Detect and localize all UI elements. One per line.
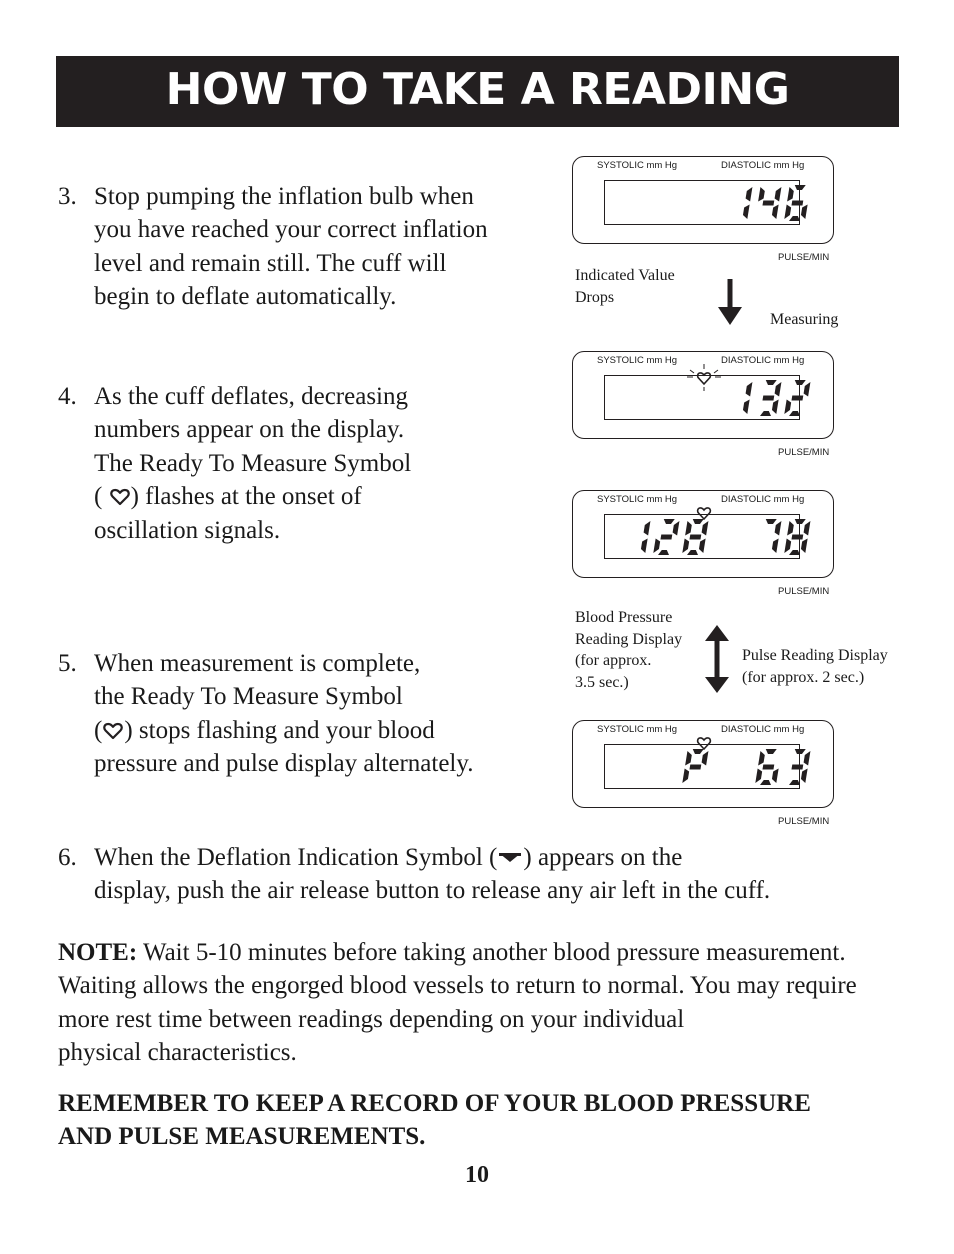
lcd-segment	[789, 411, 800, 416]
lcd-segment	[801, 539, 808, 554]
step-4	[58, 380, 538, 550]
caption-line: Reading Display	[575, 630, 683, 648]
step-number: 6.	[58, 844, 77, 871]
step-text-line: Stop pumping the inflation bulb when	[94, 183, 474, 210]
step-text-line: display, push the air release button to release any air left in the cuff.	[94, 877, 771, 905]
lcd-segment	[644, 521, 651, 536]
heart-icon	[110, 488, 130, 506]
caption-line: Pulse Reading Display	[742, 647, 888, 664]
pulse-label: PULSE/MIN	[778, 586, 830, 597]
caption-line: Blood Pressure	[575, 609, 673, 626]
seg-right	[725, 747, 813, 787]
lcd-display-2	[572, 351, 834, 439]
lcd-segment	[743, 205, 750, 220]
lcd-segment	[760, 411, 771, 416]
symbol-text: ) stops flashing and your blood	[124, 716, 435, 744]
note-line: physical characteristics.	[58, 1039, 297, 1067]
symbol-text: ) flashes at the onset of	[130, 483, 362, 511]
caption-line: Indicated Value	[575, 267, 675, 284]
heart-shape	[698, 738, 711, 749]
step-text-line: you have reached your correct inflation	[94, 216, 488, 244]
step-text-line: level and remain still. The cuff will	[94, 249, 447, 277]
heart-icon	[685, 503, 723, 533]
paren-open: (	[94, 716, 103, 744]
lcd-segment	[682, 539, 689, 554]
lcd-segment	[699, 539, 706, 554]
note-line	[58, 936, 857, 969]
step-number: 5.	[58, 650, 77, 677]
lcd-segment	[758, 751, 765, 766]
lcd-segment	[787, 521, 794, 536]
step-text-line: As the cuff deflates, decreasing	[94, 383, 408, 410]
lcd-segment	[804, 382, 811, 397]
title-banner	[56, 56, 899, 127]
lcd-segment	[689, 765, 701, 770]
lcd-segment	[755, 769, 762, 784]
lcd-segment	[766, 519, 777, 524]
lcd-segment	[746, 187, 753, 202]
lcd-segment	[682, 769, 689, 784]
note-line: Waiting allows the engorged blood vessels to return to normal. You may require	[58, 972, 857, 1000]
lcd-segment	[784, 205, 791, 220]
lcd-segment	[772, 205, 779, 220]
lcd-segment	[801, 205, 808, 220]
lcd-segment	[762, 396, 774, 401]
lcd-segment	[784, 400, 791, 415]
heart-icon	[685, 364, 723, 394]
lcd-segment	[743, 400, 750, 415]
step-text-line	[94, 714, 474, 747]
lcd-segment	[791, 535, 803, 540]
diastolic-label: DIASTOLIC mm Hg	[721, 160, 805, 171]
note-label: NOTE:	[58, 939, 138, 966]
step-text-line	[94, 841, 770, 874]
lcd-segment	[787, 187, 794, 202]
diastolic-label: DIASTOLIC mm Hg	[721, 724, 805, 735]
lcd-segment	[766, 380, 777, 385]
step-text-line: begin to deflate automatically.	[94, 283, 397, 311]
step-number: 4.	[58, 383, 77, 410]
caption-bp-reading	[575, 607, 682, 693]
step-number: 3.	[58, 183, 77, 210]
lcd-display-1	[572, 156, 834, 244]
lcd-segment	[673, 521, 680, 536]
lcd-segment	[760, 780, 771, 785]
step-text: When the Deflation Indication Symbol (	[94, 844, 498, 871]
step-text-line: oscillation signals.	[94, 516, 281, 544]
lcd-segment	[791, 765, 803, 770]
seg-right	[725, 517, 813, 557]
seg-right	[725, 378, 813, 418]
lcd-segment	[772, 539, 779, 554]
note-line: more rest time between readings depending on your individual	[58, 1005, 685, 1033]
lcd-segment	[791, 396, 803, 401]
lcd-segment	[795, 749, 806, 754]
step-text-line: The Ready To Measure Symbol	[94, 449, 412, 477]
lcd-display-4	[572, 720, 834, 808]
diastolic-label: DIASTOLIC mm Hg	[721, 494, 805, 505]
seg-right	[725, 183, 813, 223]
lcd-segment	[653, 539, 660, 554]
lcd-segment	[758, 187, 765, 202]
seg-left	[623, 183, 711, 223]
lcd-segment	[795, 519, 806, 524]
lcd-segment	[789, 780, 800, 785]
lcd-segment	[775, 521, 782, 536]
heart-shape	[698, 508, 711, 519]
step-3	[58, 180, 538, 320]
systolic-label: SYSTOLIC mm Hg	[597, 355, 678, 366]
lcd-segment	[795, 380, 806, 385]
lcd-segment	[687, 550, 698, 555]
lcd-segment	[804, 521, 811, 536]
lcd-segment	[762, 765, 774, 770]
lcd-segment	[784, 539, 791, 554]
step-text-line: pressure and pulse display alternately.	[94, 750, 474, 778]
lcd-segment	[689, 535, 701, 540]
step-text-line: numbers appear on the display.	[94, 416, 405, 444]
caption-line: 3.5 sec.)	[575, 673, 629, 691]
note-text: Wait 5-10 minutes before taking another blood pressure measurement.	[137, 939, 846, 966]
step-5	[58, 647, 538, 787]
step-text-line: the Ready To Measure Symbol	[94, 683, 403, 711]
caption-measuring: Measuring	[770, 311, 839, 328]
page-number: 10	[465, 1162, 489, 1188]
heart-icon	[685, 733, 723, 763]
lcd-segment	[660, 535, 672, 540]
lcd-segment	[795, 185, 806, 190]
lcd-display-3	[572, 490, 834, 578]
lcd-segment	[641, 539, 648, 554]
caption-line: (for approx. 2 sec.)	[742, 668, 865, 686]
lcd-segment	[801, 769, 808, 784]
lcd-segment	[791, 201, 803, 206]
lcd-segment	[658, 550, 669, 555]
caption-pulse-reading	[742, 645, 888, 688]
flash-ray	[690, 370, 694, 373]
step-6	[58, 841, 918, 911]
pulse-label: PULSE/MIN	[778, 252, 830, 263]
reminder-text	[58, 1087, 811, 1154]
systolic-label: SYSTOLIC mm Hg	[597, 494, 678, 505]
lcd-segment	[804, 751, 811, 766]
flash-ray	[714, 370, 718, 373]
double-arrow-icon	[703, 625, 731, 693]
step-text: ) appears on the	[523, 844, 683, 871]
caption-indicated-value	[575, 265, 675, 308]
pulse-label: PULSE/MIN	[778, 816, 830, 827]
heart-icon	[103, 722, 123, 740]
systolic-label: SYSTOLIC mm Hg	[597, 160, 678, 171]
page-title: HOW TO TAKE A READING	[165, 64, 790, 115]
lcd-segment	[775, 382, 782, 397]
lcd-segment	[775, 187, 782, 202]
heart-shape	[698, 373, 711, 384]
pulse-label: PULSE/MIN	[778, 447, 830, 458]
lcd-segment	[789, 216, 800, 221]
systolic-label: SYSTOLIC mm Hg	[597, 724, 678, 735]
reminder-line: REMEMBER TO KEEP A RECORD OF YOUR BLOOD PRESSURE	[58, 1090, 811, 1117]
lcd-segment	[789, 550, 800, 555]
deflation-arrow-icon	[497, 850, 523, 864]
reminder-line: AND PULSE MEASUREMENTS.	[58, 1123, 426, 1151]
paren-open: (	[94, 483, 103, 511]
lcd-segment	[772, 769, 779, 784]
lcd-segment	[766, 749, 777, 754]
caption-line: (for approx.	[575, 652, 652, 669]
lcd-segment	[664, 519, 675, 524]
step-text-line: When measurement is complete,	[94, 650, 421, 677]
diastolic-label: DIASTOLIC mm Hg	[721, 355, 805, 366]
note-paragraph	[58, 936, 857, 1070]
down-arrow-icon	[716, 279, 744, 327]
caption-line: Drops	[575, 288, 615, 306]
lcd-segment	[746, 382, 753, 397]
lcd-segment	[772, 400, 779, 415]
lcd-segment	[762, 201, 774, 206]
step-text-line	[94, 480, 411, 513]
